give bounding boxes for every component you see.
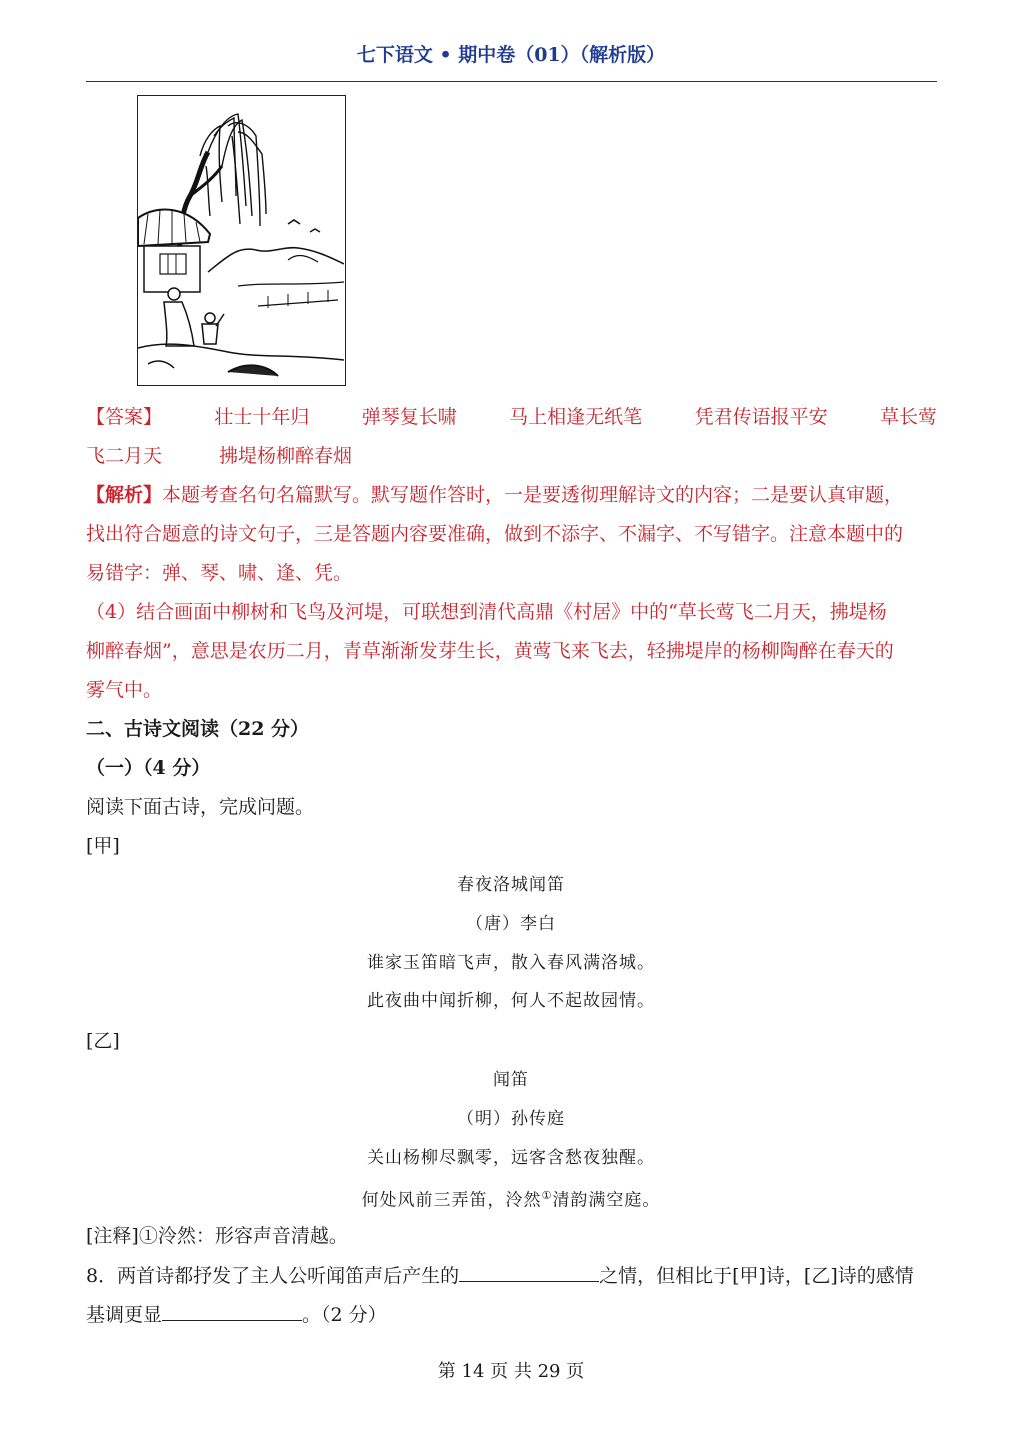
section-subtitle: （一）（4 分） (86, 757, 211, 779)
annotation-note: [注释]①泠然：形容声音清越。 (86, 1225, 348, 1247)
question-text: 基调更显 (86, 1304, 163, 1326)
analysis-line-5: 柳醉春烟”，意思是农历二月，青草渐渐发芽生长，黄莺飞来飞去，轻拂堤岸的杨柳陶醉在春天的 (86, 640, 894, 662)
poem1-title: 春夜洛城闻笛 (457, 875, 565, 895)
poem2-marker: [乙] (86, 1030, 120, 1052)
section-title: 二、古诗文阅读（22 分） (86, 718, 310, 740)
analysis-label: 【解析】 (86, 484, 163, 506)
answer-item: 壮士十年归 (214, 406, 310, 428)
analysis-text: 本题考查名句名篇默写。默写题作答时，一是要透彻理解诗文的内容；二是要认真审题， (162, 484, 904, 506)
footnote-marker: ① (541, 1189, 553, 1202)
answer-line-2: 飞二月天 拂堤杨柳醉春烟 (86, 445, 353, 467)
question-8-line-2 (86, 1302, 387, 1327)
poem2-line-2-part-a: 何处风前三弄笛，泠然 (361, 1190, 542, 1211)
poem2-line-1: 关山杨柳尽飘零，远客含愁夜独醒。 (367, 1148, 655, 1168)
poem2-title: 闻笛 (493, 1070, 529, 1090)
section-instruction: 阅读下面古诗，完成问题。 (86, 796, 315, 818)
header-divider (86, 81, 937, 82)
question-text: 8．两首诗都抒发了主人公听闻笛声后产生的 (86, 1265, 460, 1287)
ink-landscape-illustration (137, 95, 346, 386)
analysis-line-2: 找出符合题意的诗文句子，三是答题内容要准确，做到不添字、不漏字、不写错字。注意本题中的 (86, 523, 904, 545)
answer-item: 凭君传语报平安 (694, 406, 828, 428)
poem2-line-2 (0, 1185, 1022, 1212)
poem1-line-1: 谁家玉笛暗飞声，散入春风满洛城。 (367, 953, 655, 973)
landscape-drawing (138, 96, 344, 384)
answer-item: 草长莺 (879, 406, 937, 428)
page-number: 第 14 页 共 29 页 (437, 1361, 585, 1382)
poem1-line-2: 此夜曲中闻折柳，何人不起故园情。 (367, 991, 655, 1011)
answer-line-1 (86, 405, 937, 429)
answer-blank-1[interactable] (459, 1263, 599, 1282)
question-text: 之情，但相比于[甲]诗，[乙]诗的感情 (599, 1265, 914, 1287)
analysis-line-6: 雾气中。 (86, 679, 163, 701)
answer-item: 弹琴复长啸 (361, 406, 457, 428)
poem1-author: （唐）李白 (466, 914, 556, 934)
answer-item: 马上相逢无纸笔 (509, 406, 643, 428)
analysis-line-1 (86, 483, 903, 507)
answer-blank-2[interactable] (162, 1302, 302, 1321)
analysis-line-3: 易错字：弹、琴、啸、逢、凭。 (86, 562, 353, 584)
answer-label: 【答案】 (86, 406, 163, 428)
question-8-line-1 (86, 1263, 914, 1288)
poem2-author: （明）孙传庭 (457, 1109, 565, 1129)
analysis-line-4: （4）结合画面中柳树和飞鸟及河堤，可联想到清代高鼎《村居》中的“草长莺飞二月天，拂堤杨 (86, 601, 887, 623)
question-text: 。（2 分） (302, 1304, 387, 1326)
poem2-line-2-part-b: 清韵满空庭。 (552, 1190, 661, 1211)
poem1-marker: [甲] (86, 835, 120, 857)
page-header-title: 七下语文 • 期中卷（01）（解析版） (356, 44, 666, 66)
